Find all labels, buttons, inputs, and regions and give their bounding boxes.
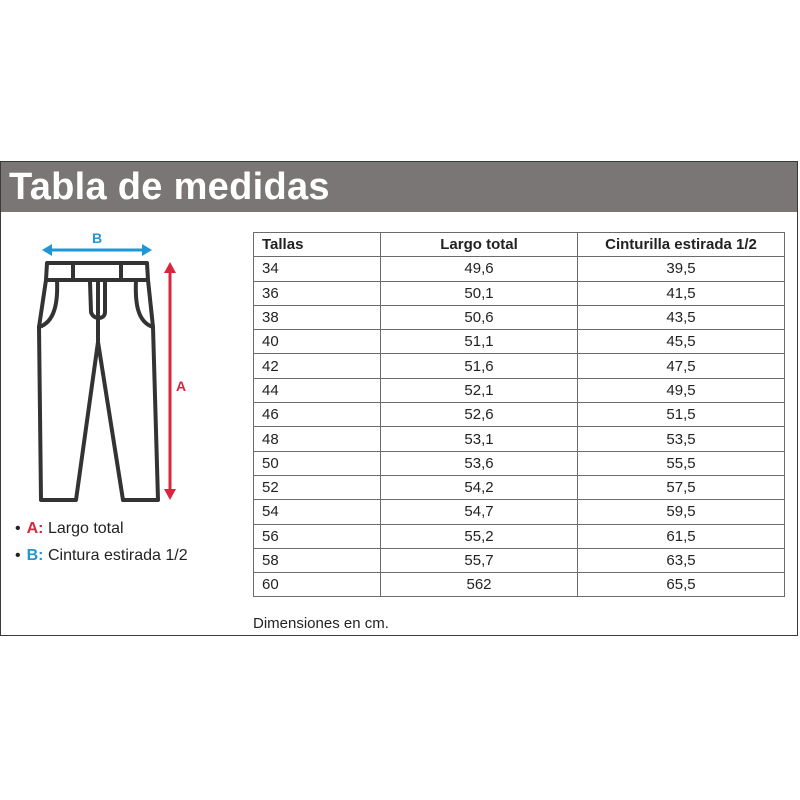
cell-talla: 40 (254, 330, 381, 354)
cell-largo-total: 562 (381, 573, 578, 597)
cell-cinturilla: 49,5 (578, 378, 785, 402)
table-row (254, 427, 785, 451)
header-cinturilla: Cinturilla estirada 1/2 (578, 233, 785, 257)
size-table (253, 232, 785, 597)
size-chart-card (0, 161, 798, 636)
legend-key-b: B: (26, 547, 44, 564)
table-row (254, 257, 785, 281)
table-row (254, 378, 785, 402)
cell-talla: 36 (254, 281, 381, 305)
cell-largo-total: 55,2 (381, 524, 578, 548)
cell-talla: 56 (254, 524, 381, 548)
table-row (254, 305, 785, 329)
table-row (254, 281, 785, 305)
trousers-diagram (1, 162, 241, 512)
cell-largo-total: 50,6 (381, 305, 578, 329)
cell-talla: 42 (254, 354, 381, 378)
cell-largo-total: 55,7 (381, 548, 578, 572)
table-row (254, 354, 785, 378)
cell-talla: 38 (254, 305, 381, 329)
cell-largo-total: 54,2 (381, 475, 578, 499)
cell-cinturilla: 65,5 (578, 573, 785, 597)
cell-talla: 48 (254, 427, 381, 451)
cell-largo-total: 53,6 (381, 451, 578, 475)
cell-largo-total: 50,1 (381, 281, 578, 305)
table-row (254, 403, 785, 427)
cell-largo-total: 51,6 (381, 354, 578, 378)
legend-text-b: Cintura estirada 1/2 (47, 547, 188, 564)
table-row (254, 573, 785, 597)
measure-a-arrow (164, 262, 176, 500)
cell-talla: 44 (254, 378, 381, 402)
cell-cinturilla: 41,5 (578, 281, 785, 305)
table-row (254, 475, 785, 499)
cell-cinturilla: 47,5 (578, 354, 785, 378)
page-title: Tabla de medidas (9, 166, 330, 208)
cell-cinturilla: 51,5 (578, 403, 785, 427)
table-row (254, 330, 785, 354)
cell-talla: 60 (254, 573, 381, 597)
legend-item-b: • B: Cintura estirada 1/2 (15, 547, 188, 564)
legend-key-a: A: (26, 520, 44, 537)
cell-largo-total: 51,1 (381, 330, 578, 354)
cell-talla: 34 (254, 257, 381, 281)
cell-cinturilla: 63,5 (578, 548, 785, 572)
units-note: Dimensiones en cm. (253, 615, 389, 632)
cell-cinturilla: 43,5 (578, 305, 785, 329)
legend (15, 515, 188, 569)
label-b: B (91, 230, 103, 246)
cell-cinturilla: 55,5 (578, 451, 785, 475)
legend-item-a: • A: Largo total (15, 520, 124, 537)
cell-largo-total: 52,6 (381, 403, 578, 427)
cell-talla: 50 (254, 451, 381, 475)
table-header-row (254, 233, 785, 257)
cell-largo-total: 49,6 (381, 257, 578, 281)
cell-cinturilla: 39,5 (578, 257, 785, 281)
cell-talla: 52 (254, 475, 381, 499)
label-a: A (175, 378, 187, 394)
table-row (254, 451, 785, 475)
cell-cinturilla: 59,5 (578, 500, 785, 524)
cell-cinturilla: 61,5 (578, 524, 785, 548)
cell-talla: 58 (254, 548, 381, 572)
cell-cinturilla: 53,5 (578, 427, 785, 451)
header-tallas: Tallas (254, 233, 381, 257)
table-row (254, 524, 785, 548)
header-largo-total: Largo total (381, 233, 578, 257)
cell-cinturilla: 45,5 (578, 330, 785, 354)
table-row (254, 500, 785, 524)
cell-largo-total: 53,1 (381, 427, 578, 451)
cell-talla: 46 (254, 403, 381, 427)
cell-cinturilla: 57,5 (578, 475, 785, 499)
table-body (254, 257, 785, 597)
cell-largo-total: 54,7 (381, 500, 578, 524)
cell-largo-total: 52,1 (381, 378, 578, 402)
trousers-icon (39, 263, 158, 500)
table-row (254, 548, 785, 572)
cell-talla: 54 (254, 500, 381, 524)
legend-text-a: Largo total (47, 520, 124, 537)
